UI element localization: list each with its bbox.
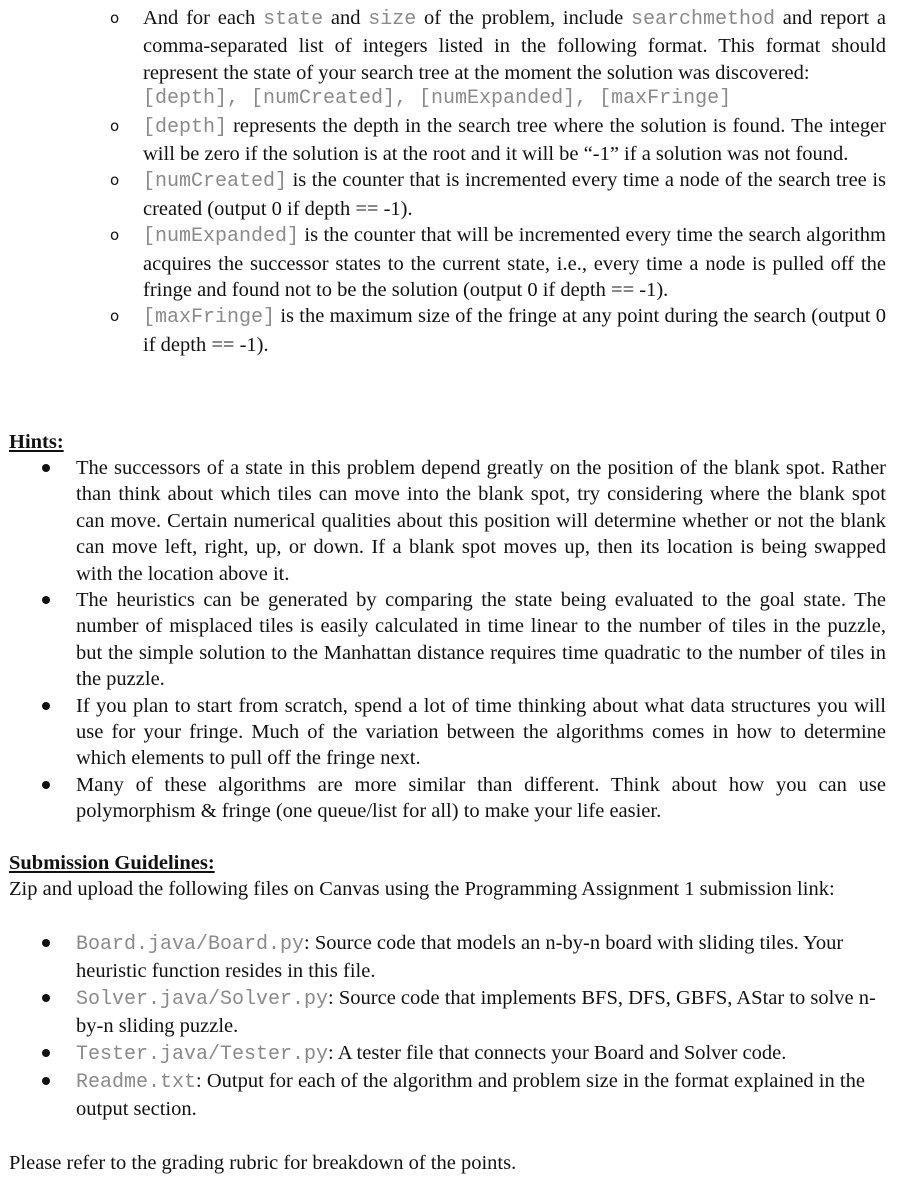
submission-intro: Zip and upload the following files on Canvas using the Programming Assignment 1 submission link: — [9, 878, 835, 900]
hint-text: If you plan to start from scratch, spend a lot of time thinking about what data structures you will use for your fringe. Much of the variation between the algorithms comes in how to determine which elements to pull off the fringe next. — [76, 694, 886, 770]
item-text: and report a comma-separated list of integers listed in the following format. This format should represent the state of your search tree at the moment the solution was discovered: — [143, 7, 886, 84]
item-text: represents the depth in the search tree where the solution is found. The integer will be zero if the solution is at the root and it will be “-1” if a solution was not found. — [143, 114, 886, 166]
hint-text: The successors of a state in this problem depend greatly on the position of the blank spot. Rather than think about which tiles can move into the blank spot, try considering where the blank spot can move. Certain numerical qualities about this position will determine whether or not the blank can move left, right, up, or down. If a blank spot moves up, then its location is being swapped with the location above it. — [76, 457, 886, 585]
file-name: Board.java/Board.py — [76, 933, 305, 956]
output-item-numcreated — [0, 167, 899, 222]
bullet-icon — [42, 994, 50, 1002]
output-format-list — [0, 5, 899, 358]
bullet-icon — [42, 939, 50, 947]
code-maxfringe: [maxFringe] — [143, 306, 276, 330]
hint-item — [0, 772, 899, 825]
file-desc: : A tester file that connects your Board and Solver code. — [328, 1041, 787, 1064]
item-text: and — [323, 7, 369, 29]
item-text: of the problem, include — [416, 7, 631, 29]
closing-text: Please refer to the grading rubric for breakdown of the points. — [9, 1152, 517, 1174]
output-item-maxfringe — [0, 303, 899, 358]
code-depth: [depth] — [143, 115, 228, 139]
code-numcreated: [numCreated] — [143, 170, 288, 194]
hint-text: The heuristics can be generated by comparing the state being evaluated to the goal state. The number of misplaced tiles is easily calculated in time linear to the number of tiles in the puzzle, but the simple solution to the Manhattan distance requires time quadratic to the number of tiles in the puzzle. — [76, 589, 886, 691]
bullet-icon — [42, 1077, 50, 1085]
item-text: And for each — [143, 7, 264, 29]
hint-item — [0, 455, 899, 587]
file-desc: : Source code that implements BFS, DFS, GBFS, AStar to solve n-by-n sliding puzzle. — [76, 986, 876, 1038]
code-numexpanded: [numExpanded] — [143, 225, 300, 249]
item-text: is the counter that will be incremented every time the search algorithm acquires the successor states to the current state, i.e., every time a node is pulled off the fringe and found not to be the solution (output 0 if depth == -1). — [143, 224, 886, 302]
hint-text: Many of these algorithms are more similar than different. Think about how you can use polymorphism & fringe (one queue/list for all) to make your life easier. — [76, 773, 886, 823]
hollow-bullet-icon — [110, 167, 124, 193]
output-item-numexpanded — [0, 222, 899, 303]
hint-item — [0, 693, 899, 772]
file-item-solver — [0, 985, 899, 1040]
file-desc: : Output for each of the algorithm and problem size in the format explained in the output section. — [76, 1070, 865, 1121]
bullet-icon — [42, 781, 50, 789]
file-item-board — [0, 930, 899, 985]
submission-heading: Submission Guidelines: — [9, 852, 215, 874]
output-item-state-size — [0, 5, 899, 113]
bullet-icon — [42, 596, 50, 604]
hints-list — [0, 455, 899, 825]
bullet-icon — [42, 464, 50, 472]
hint-item — [0, 587, 899, 693]
hollow-bullet-icon — [110, 5, 124, 31]
hollow-bullet-icon — [110, 113, 124, 139]
file-name: Solver.java/Solver.py — [76, 987, 329, 1011]
file-name: Readme.txt — [76, 1071, 197, 1095]
file-desc: : Source code that models an n-by-n board with sliding tiles. Your heuristic function resides in this file. — [76, 932, 844, 983]
bullet-icon — [42, 702, 50, 710]
item-text: is the counter that is incremented every time a node of the search tree is created (output 0 if depth == -1). — [143, 169, 886, 220]
format-line: [depth], [numCreated], [numExpanded], [maxFringe] — [143, 87, 732, 111]
submission-files-list — [0, 930, 899, 1123]
file-name: Tester.java/Tester.py — [76, 1042, 329, 1066]
file-item-tester — [0, 1040, 899, 1068]
code-state: state — [263, 8, 324, 31]
bullet-icon — [42, 1049, 50, 1057]
item-text: is the maximum size of the fringe at any point during the search (output 0 if depth == -1). — [143, 305, 886, 356]
hollow-bullet-icon — [110, 222, 124, 248]
hollow-bullet-icon — [110, 303, 124, 329]
code-searchmethod: searchmethod — [630, 8, 776, 31]
output-item-depth — [0, 113, 899, 168]
code-size: size — [368, 8, 417, 31]
file-item-readme — [0, 1068, 899, 1123]
hints-heading: Hints: — [9, 431, 64, 453]
